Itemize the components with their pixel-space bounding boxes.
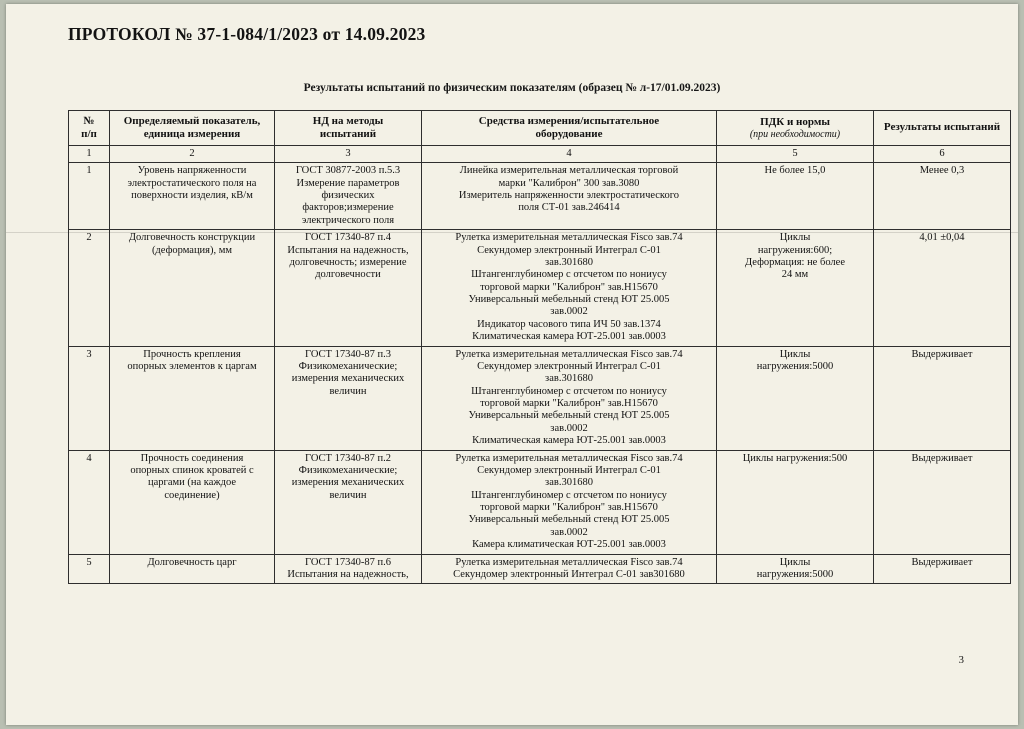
row-indicator: Прочность крепления опорных элементов к царгам <box>110 346 275 450</box>
column-header-equipment: Средства измерения/испытательное оборудование <box>422 111 717 146</box>
table-row <box>69 450 1011 554</box>
row-nd: ГОСТ 30877-2003 п.5.3 Измерение параметров физических факторов;измерение электрического поля <box>275 163 422 230</box>
results-table <box>68 110 1011 584</box>
row-pdk: Циклы нагружения:500 <box>717 450 874 554</box>
row-pdk: Не более 15,0 <box>717 163 874 230</box>
column-header-number: № п/п <box>69 111 110 146</box>
row-indicator: Долговечность конструкции (деформация), мм <box>110 230 275 346</box>
column-header-indicator: Определяемый показатель, единица измерения <box>110 111 275 146</box>
row-pdk: Циклы нагружения:5000 <box>717 346 874 450</box>
row-result: 4,01 ±0,04 <box>874 230 1011 346</box>
row-nd: ГОСТ 17340-87 п.4 Испытания на надежность, долговечность; измерение долговечности <box>275 230 422 346</box>
row-equipment: Рулетка измерительная металлическая Fisco зав.74 Секундомер электронный Интеграл С-01 зав.301680 Штангенглубиномер с отсчетом по нониусу торговой марки "Калиброн" зав.Н15670 Универсальный мебельный стенд ЮТ 25.005 зав.0002 Климатическая камера ЮТ-25.001 зав.0003 <box>422 346 717 450</box>
row-result: Менее 0,3 <box>874 163 1011 230</box>
row-equipment: Линейка измерительная металлическая торговой марки "Калиброн" 300 зав.3080 Измеритель напряженности электростатического поля СТ-01 зав.246414 <box>422 163 717 230</box>
row-number: 3 <box>69 346 110 450</box>
row-pdk: Циклы нагружения:600; Деформация: не более 24 мм <box>717 230 874 346</box>
row-equipment: Рулетка измерительная металлическая Fisco зав.74 Секундомер электронный Интеграл С-01 зав301680 <box>422 554 717 584</box>
table-column-numbers-row <box>69 145 1011 162</box>
column-number-2: 2 <box>110 145 275 162</box>
row-equipment: Рулетка измерительная металлическая Fisco зав.74 Секундомер электронный Интеграл С-01 зав.301680 Штангенглубиномер с отсчетом по нониусу торговой марки "Калиброн" зав.Н15670 Универсальный мебельный стенд ЮТ 25.005 зав.0002 Индикатор часового типа ИЧ 50 зав.1374 Климатическая камера ЮТ-25.001 зав.0003 <box>422 230 717 346</box>
row-result: Выдерживает <box>874 346 1011 450</box>
column-header-pdk: ПДК и нормы (при необходимости) <box>717 111 874 146</box>
column-number-1: 1 <box>69 145 110 162</box>
page-content <box>6 4 1018 725</box>
column-number-4: 4 <box>422 145 717 162</box>
page-number: 3 <box>958 654 964 666</box>
row-nd: ГОСТ 17340-87 п.6 Испытания на надежность, <box>275 554 422 584</box>
row-equipment: Рулетка измерительная металлическая Fisco зав.74 Секундомер электронный Интеграл С-01 зав.301680 Штангенглубиномер с отсчетом по нониусу торговой марки "Калиброн" зав.Н15670 Универсальный мебельный стенд ЮТ 25.005 зав.0002 Камера климатическая ЮТ-25.001 зав.0003 <box>422 450 717 554</box>
table-header <box>69 111 1011 163</box>
column-header-nd: НД на методы испытаний <box>275 111 422 146</box>
document-page <box>6 4 1018 725</box>
row-number: 4 <box>69 450 110 554</box>
row-number: 2 <box>69 230 110 346</box>
table-row <box>69 554 1011 584</box>
row-pdk: Циклы нагружения:5000 <box>717 554 874 584</box>
row-number: 1 <box>69 163 110 230</box>
row-nd: ГОСТ 17340-87 п.2 Физикомеханические; измерения механических величин <box>275 450 422 554</box>
section-title: Результаты испытаний по физическим показателям (образец № л-17/01.09.2023) <box>303 82 721 94</box>
row-result: Выдерживает <box>874 554 1011 584</box>
table-body <box>69 163 1011 584</box>
column-number-5: 5 <box>717 145 874 162</box>
row-indicator: Уровень напряженности электростатического поля на поверхности изделия, кВ/м <box>110 163 275 230</box>
row-indicator: Долговечность царг <box>110 554 275 584</box>
column-header-results: Результаты испытаний <box>874 111 1011 146</box>
table-row <box>69 230 1011 346</box>
table-header-row <box>69 111 1011 146</box>
row-indicator: Прочность соединения опорных спинок кроватей с царгами (на каждое соединение) <box>110 450 275 554</box>
table-row <box>69 163 1011 230</box>
page-title: ПРОТОКОЛ № 37-1-084/1/2023 от 14.09.2023 <box>68 24 426 44</box>
column-number-6: 6 <box>874 145 1011 162</box>
column-number-3: 3 <box>275 145 422 162</box>
row-number: 5 <box>69 554 110 584</box>
row-result: Выдерживает <box>874 450 1011 554</box>
row-nd: ГОСТ 17340-87 п.3 Физикомеханические; измерения механических величин <box>275 346 422 450</box>
table-row <box>69 346 1011 450</box>
